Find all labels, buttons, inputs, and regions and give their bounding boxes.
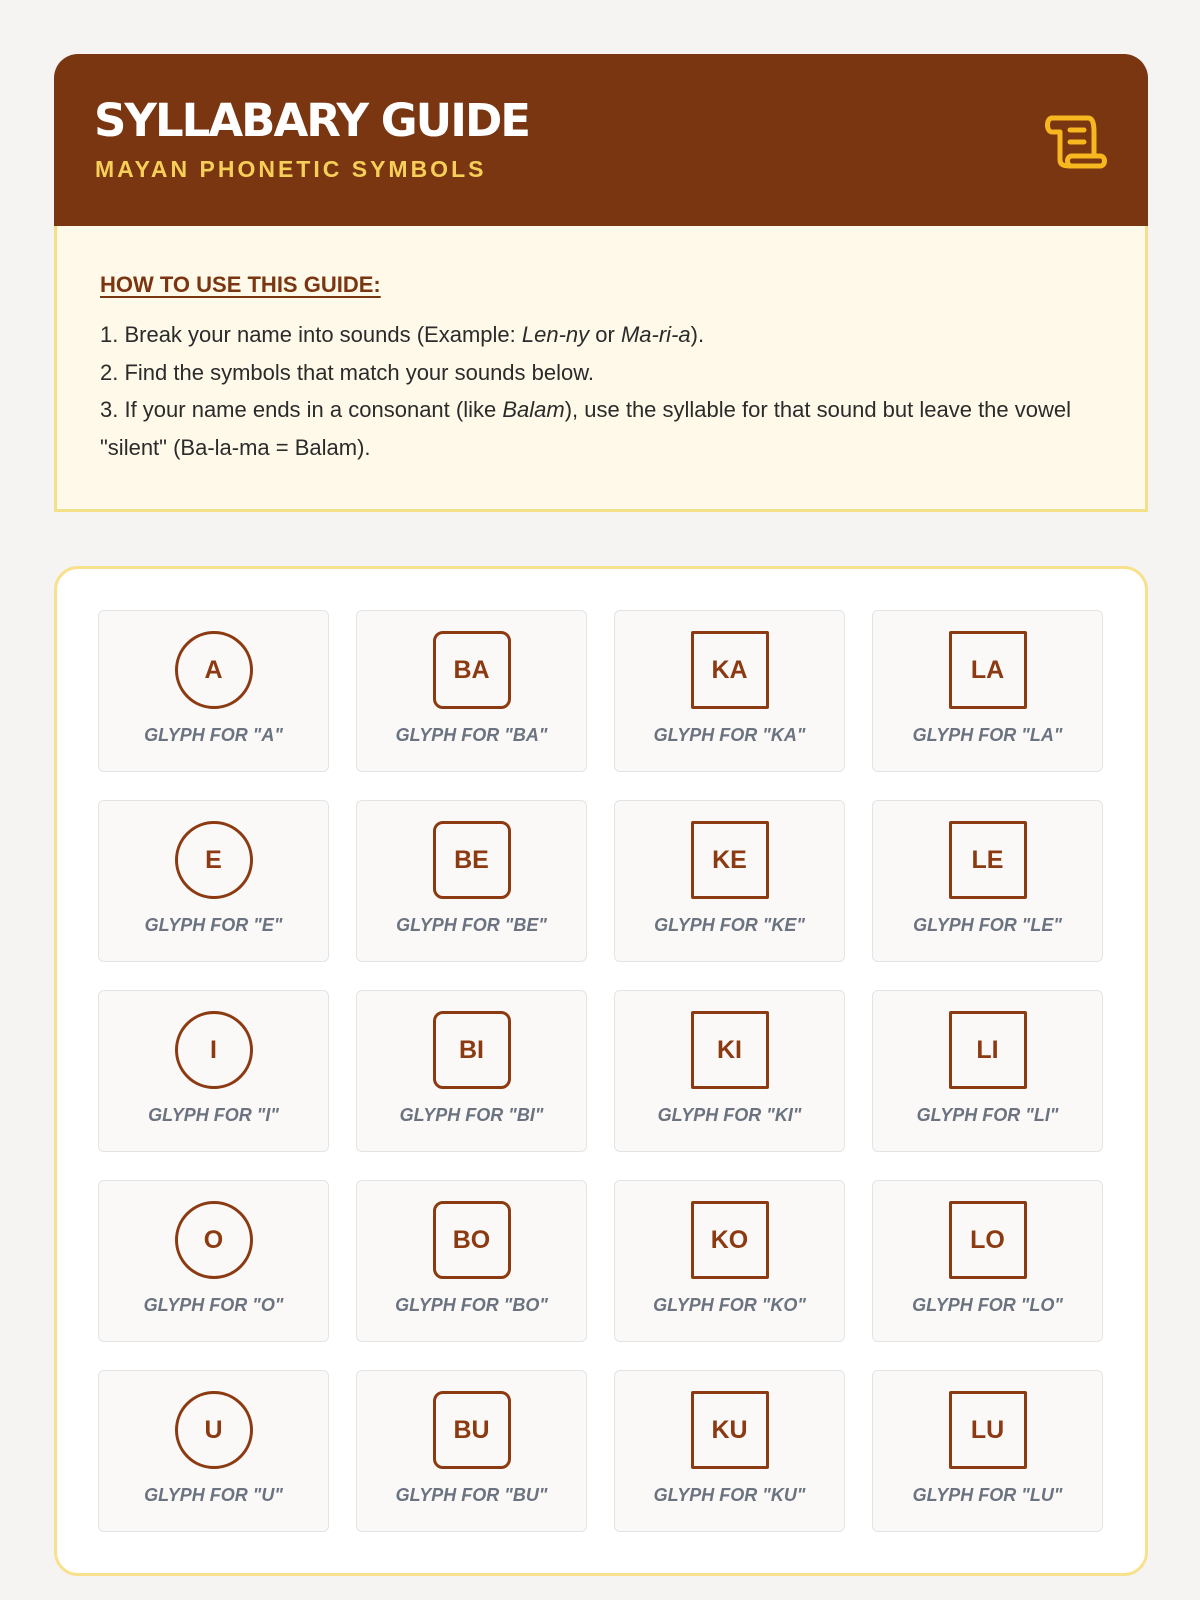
glyph-card-be[interactable]: [356, 800, 587, 962]
glyph-caption: GLYPH FOR "E": [144, 915, 283, 935]
glyph-caption: GLYPH FOR "O": [143, 1295, 284, 1315]
page-title: SYLLABARY GUIDE: [94, 94, 530, 147]
glyph-caption: GLYPH FOR "LA": [912, 725, 1063, 745]
glyph-card-ku[interactable]: [614, 1370, 845, 1532]
glyph-symbol: O: [175, 1201, 253, 1279]
glyph-card-lo[interactable]: [872, 1180, 1103, 1342]
glyph-card-bi[interactable]: [356, 990, 587, 1152]
glyph-caption: GLYPH FOR "KO": [653, 1295, 806, 1315]
glyph-card-ki[interactable]: [614, 990, 845, 1152]
glyph-caption: GLYPH FOR "BU": [395, 1485, 548, 1505]
step-3-text: 3. If your name ends in a consonant (like: [100, 397, 503, 422]
glyph-caption: GLYPH FOR "BO": [395, 1295, 548, 1315]
glyph-symbol: KO: [691, 1201, 769, 1279]
step-1-suffix: ).: [690, 322, 705, 347]
glyph-symbol: I: [175, 1011, 253, 1089]
glyph-card-ba[interactable]: [356, 610, 587, 772]
glyph-card-o[interactable]: [98, 1180, 329, 1342]
glyph-card-lu[interactable]: [872, 1370, 1103, 1532]
glyph-card-la[interactable]: [872, 610, 1103, 772]
glyph-caption: GLYPH FOR "KI": [657, 1105, 802, 1125]
glyph-symbol: BI: [433, 1011, 511, 1089]
step-1-example-2: Ma-ri-a: [620, 322, 691, 347]
glyph-card-a[interactable]: [98, 610, 329, 772]
glyph-card-bu[interactable]: [356, 1370, 587, 1532]
glyph-symbol: KE: [691, 821, 769, 899]
how-to-step-2: 2. Find the symbols that match your sounds below.: [100, 359, 595, 385]
how-to-panel: [54, 226, 1148, 512]
glyph-symbol: BE: [433, 821, 511, 899]
scroll-icon: [1042, 106, 1110, 174]
glyph-caption: GLYPH FOR "KU": [653, 1485, 806, 1505]
glyph-caption: GLYPH FOR "LE": [913, 915, 1062, 935]
glyph-symbol: LO: [949, 1201, 1027, 1279]
glyph-caption: GLYPH FOR "LU": [912, 1485, 1063, 1505]
glyph-caption: GLYPH FOR "I": [148, 1105, 279, 1125]
glyph-symbol: BU: [433, 1391, 511, 1469]
glyph-caption: GLYPH FOR "A": [144, 725, 283, 745]
glyph-grid-panel: [54, 566, 1148, 1576]
glyph-symbol: U: [175, 1391, 253, 1469]
glyph-symbol: LU: [949, 1391, 1027, 1469]
glyph-caption: GLYPH FOR "BI": [399, 1105, 544, 1125]
glyph-caption: GLYPH FOR "U": [144, 1485, 283, 1505]
step-1-or: or: [589, 322, 621, 347]
glyph-caption: GLYPH FOR "LO": [912, 1295, 1063, 1315]
page-subtitle: MAYAN PHONETIC SYMBOLS: [95, 156, 487, 182]
how-to-step-3: [100, 391, 1100, 466]
glyph-symbol: E: [175, 821, 253, 899]
glyph-symbol: BO: [433, 1201, 511, 1279]
glyph-card-ka[interactable]: [614, 610, 845, 772]
glyph-symbol: BA: [433, 631, 511, 709]
glyph-symbol: A: [175, 631, 253, 709]
glyph-card-le[interactable]: [872, 800, 1103, 962]
glyph-symbol: LA: [949, 631, 1027, 709]
glyph-card-e[interactable]: [98, 800, 329, 962]
glyph-caption: GLYPH FOR "LI": [916, 1105, 1059, 1125]
glyph-symbol: KI: [691, 1011, 769, 1089]
glyph-card-ke[interactable]: [614, 800, 845, 962]
glyph-card-i[interactable]: [98, 990, 329, 1152]
glyph-caption: GLYPH FOR "BA": [395, 725, 548, 745]
guide-header: [54, 54, 1148, 226]
how-to-step-1: [100, 316, 1100, 354]
glyph-symbol: LE: [949, 821, 1027, 899]
glyph-caption: GLYPH FOR "KA": [653, 725, 806, 745]
glyph-card-li[interactable]: [872, 990, 1103, 1152]
glyph-grid: [98, 610, 1103, 1532]
how-to-heading: HOW TO USE THIS GUIDE:: [100, 272, 381, 297]
glyph-symbol: KA: [691, 631, 769, 709]
step-3-suffix: ), use the syllable for that sound but leave the vowel "silent" (Ba-la-ma = Balam).: [100, 397, 1072, 460]
glyph-caption: GLYPH FOR "KE": [654, 915, 805, 935]
glyph-card-bo[interactable]: [356, 1180, 587, 1342]
step-3-example: Balam: [502, 397, 565, 422]
glyph-card-ko[interactable]: [614, 1180, 845, 1342]
step-1-example-1: Len-ny: [521, 322, 590, 347]
glyph-symbol: KU: [691, 1391, 769, 1469]
step-1-text: 1. Break your name into sounds (Example:: [100, 322, 522, 347]
glyph-card-u[interactable]: [98, 1370, 329, 1532]
glyph-caption: GLYPH FOR "BE": [396, 915, 547, 935]
glyph-symbol: LI: [949, 1011, 1027, 1089]
